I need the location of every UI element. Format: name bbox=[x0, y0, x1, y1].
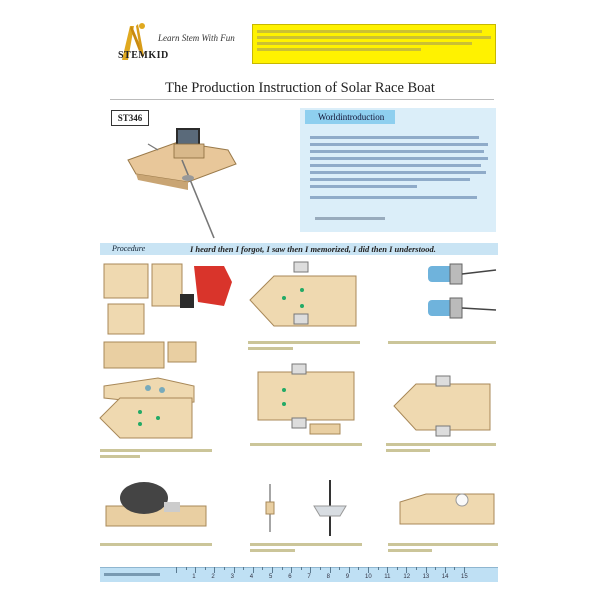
ruler-tick bbox=[358, 567, 359, 570]
procedure-label: Procedure bbox=[112, 244, 146, 253]
page-title: The Production Instruction of Solar Race Boat bbox=[165, 80, 435, 96]
ruler-tick bbox=[282, 567, 283, 570]
step7-caption bbox=[250, 540, 362, 552]
ruler-tick bbox=[445, 567, 446, 573]
ruler-number: 8 bbox=[326, 574, 330, 580]
ruler-number: 7 bbox=[307, 574, 311, 580]
info-body-text bbox=[310, 132, 488, 199]
ruler-tick bbox=[464, 567, 465, 573]
step8-photo bbox=[396, 484, 498, 530]
ruler-number: 4 bbox=[249, 574, 254, 580]
step3-caption bbox=[100, 446, 212, 458]
ruler-tick bbox=[195, 567, 196, 573]
ruler-tick bbox=[310, 567, 311, 573]
tagline: Learn Stem With Fun bbox=[158, 33, 235, 43]
model-number-label: ST346 bbox=[111, 110, 149, 126]
ruler-number: 12 bbox=[403, 574, 411, 580]
step5-photo bbox=[390, 372, 498, 438]
step4-photo bbox=[250, 362, 362, 438]
ruler-number: 14 bbox=[441, 574, 449, 580]
ruler-tick bbox=[378, 567, 379, 570]
ruler-tick bbox=[397, 567, 398, 570]
step4-caption bbox=[250, 440, 362, 446]
ruler-tick bbox=[426, 567, 427, 573]
ruler-number: 15 bbox=[461, 574, 468, 580]
ruler-number: 10 bbox=[365, 574, 372, 580]
step3-photo bbox=[96, 392, 198, 444]
step7-photo bbox=[250, 476, 360, 540]
parts-sheet-photo bbox=[100, 258, 242, 408]
ruler-number: 6 bbox=[288, 574, 292, 580]
procedure-quote: I heard then I forgot, I saw then I memorized, I did then I understood. bbox=[190, 244, 436, 254]
ruler-tick bbox=[387, 567, 388, 573]
ruler-tick bbox=[320, 567, 321, 570]
step8-caption bbox=[388, 540, 498, 552]
ruler-number: 3 bbox=[230, 574, 234, 580]
ruler-tick bbox=[368, 567, 369, 573]
ruler-tick bbox=[224, 567, 225, 570]
ruler-tick bbox=[176, 567, 177, 573]
ruler-tick bbox=[339, 567, 340, 570]
ruler-tick bbox=[406, 567, 407, 573]
ruler-tick bbox=[416, 567, 417, 570]
info-heading: Worldintroduction bbox=[318, 112, 385, 122]
step6-photo bbox=[100, 476, 212, 536]
ruler-tick bbox=[253, 567, 254, 573]
step6-caption bbox=[100, 540, 212, 546]
ruler-number: 1 bbox=[192, 574, 196, 580]
step1-caption bbox=[248, 338, 360, 350]
ruler-tick bbox=[186, 567, 187, 570]
ruler-label bbox=[104, 573, 160, 576]
ruler-tick bbox=[234, 567, 235, 573]
brand-name: STEMKID bbox=[118, 50, 169, 61]
boat-product-photo bbox=[118, 120, 298, 250]
ruler-tick bbox=[262, 567, 263, 570]
step5-caption bbox=[386, 440, 496, 452]
ruler-number: 9 bbox=[345, 574, 350, 580]
warning-notice bbox=[252, 24, 496, 64]
ruler-tick bbox=[349, 567, 350, 573]
ruler-tick bbox=[435, 567, 436, 570]
info-note bbox=[315, 217, 385, 220]
ruler-tick bbox=[454, 567, 455, 570]
ruler-tick bbox=[301, 567, 302, 570]
step2-photo bbox=[392, 260, 498, 334]
ruler-tick bbox=[330, 567, 331, 573]
ruler-number: 5 bbox=[269, 574, 273, 580]
ruler-tick bbox=[205, 567, 206, 570]
ruler-tick bbox=[272, 567, 273, 573]
step1-photo bbox=[244, 260, 362, 336]
title-divider bbox=[110, 99, 494, 100]
ruler-number: 13 bbox=[422, 574, 430, 580]
ruler-tick bbox=[214, 567, 215, 573]
ruler-number: 2 bbox=[211, 574, 215, 580]
ruler-number: 11 bbox=[384, 574, 391, 580]
ruler-tick bbox=[243, 567, 244, 570]
step2-caption bbox=[388, 338, 496, 344]
ruler-tick bbox=[291, 567, 292, 573]
